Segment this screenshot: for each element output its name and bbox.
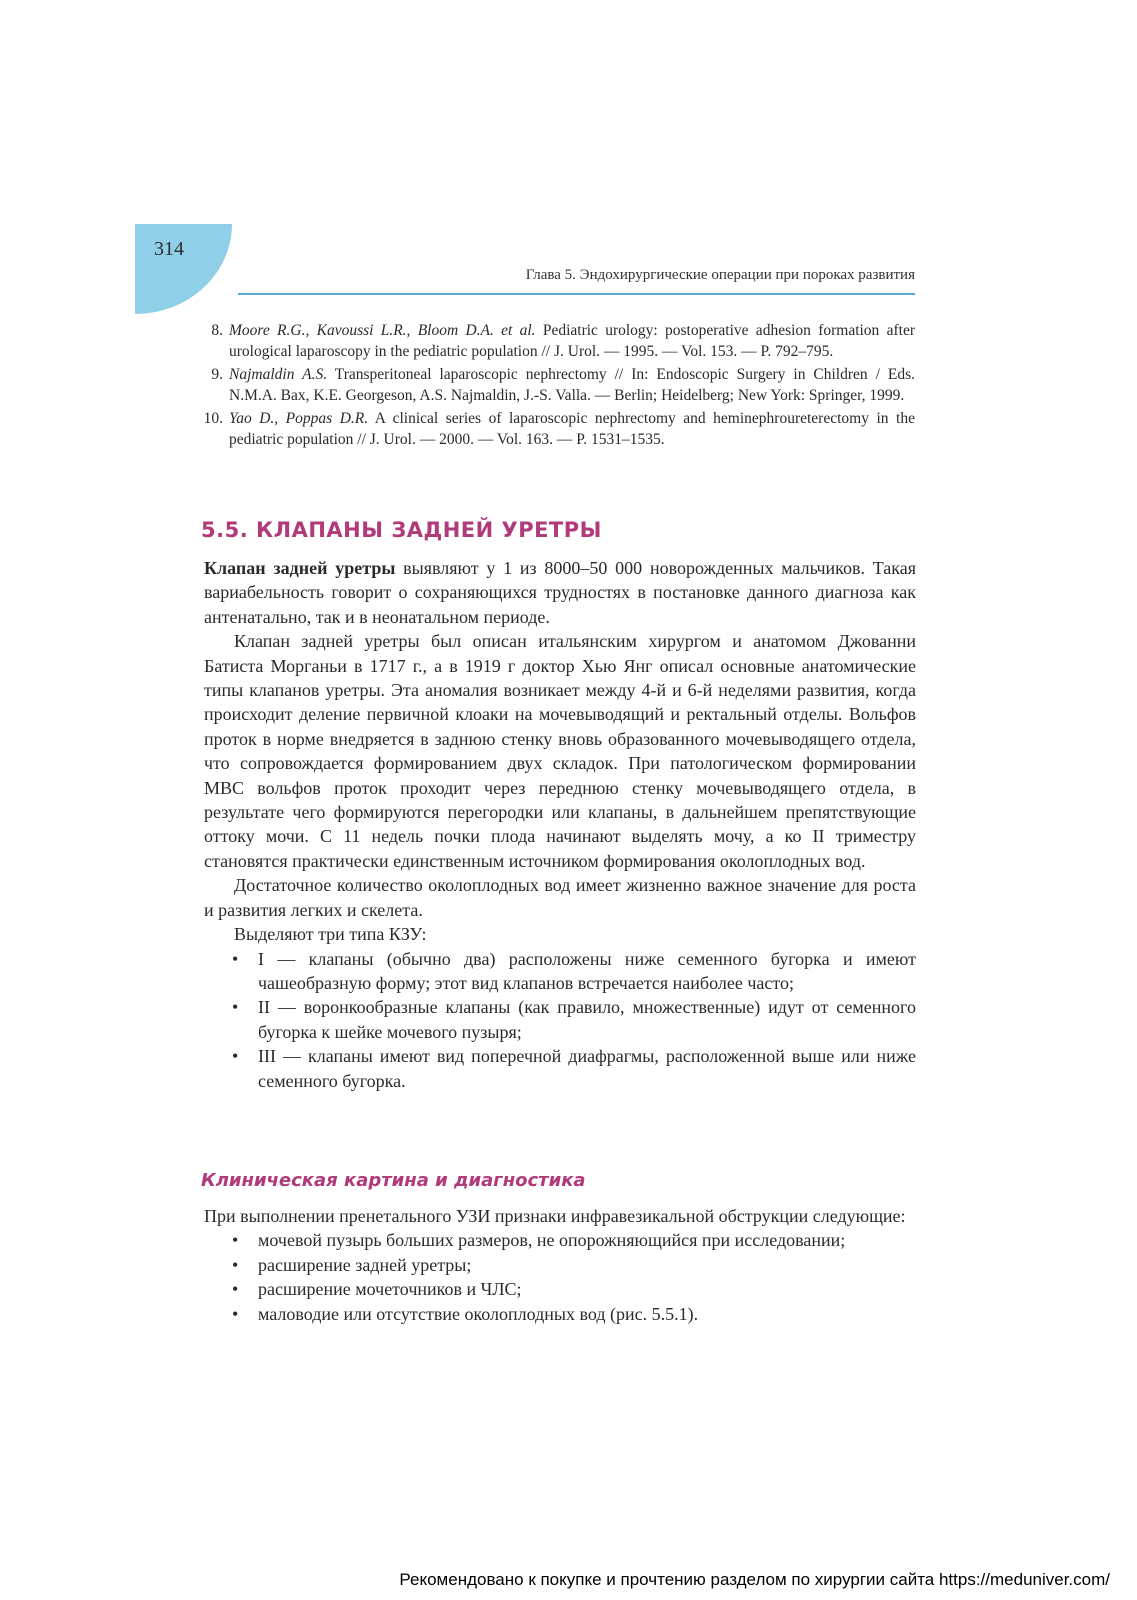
reference-text: Pediatric urology: postoperative adhesion formation after urological laparoscopy in the pediatric population // J. Urol. — 1995. — Vol. 153. — P. 792–795. xyxy=(229,322,915,360)
header-rule xyxy=(238,293,915,295)
paragraph: Клапан задней уретры выявляют у 1 из 8000–50 000 новорожденных мальчиков. Такая вариабельность говорит о сохраняющихся трудностях в постановке данного диагноза как антенатально, так и в неонатальном периоде. xyxy=(204,558,917,627)
section-title: 5.5. КЛАПАНЫ ЗАДНЕЙ УРЕТРЫ xyxy=(201,518,602,542)
valve-types-list xyxy=(204,947,916,1093)
paragraph: При выполнении пренетального УЗИ признаки инфравезикальной обструкции следующие: xyxy=(204,1206,906,1226)
running-head: Глава 5. Эндохирургические операции при пороках развития xyxy=(525,267,915,283)
reference-list xyxy=(195,320,915,452)
reference-item: 9. Najmaldin A.S. Transperitoneal laparoscopic nephrectomy // In: Endoscopic Surgery in Children / Eds. N.M.A. Bax, K.E. Georgeson, A.S. Najmaldin, J.-S. Valla. — Berlin; Heidelberg; New York: Springer, 1999. xyxy=(211,366,915,404)
page-number: 314 xyxy=(154,238,184,260)
list-item: • мочевой пузырь больших размеров, не опорожняющийся при исследовании; xyxy=(204,1228,916,1252)
term-bold: Клапан задней уретры xyxy=(204,558,396,578)
list-item: • расширение мочеточников и ЧЛС; xyxy=(204,1277,916,1301)
reference-item: 8. Moore R.G., Kavoussi L.R., Bloom D.A. et al. Pediatric urology: postoperative adhesion formation after urological laparoscopy in the pediatric population // J. Urol. — 1995. — Vol. 153. — P. 792–795. xyxy=(211,322,915,360)
list-item: • III — клапаны имеют вид поперечной диафрагмы, расположенной выше или ниже семенного бугорка. xyxy=(204,1044,916,1093)
signs-list xyxy=(204,1228,916,1326)
reference-authors: Najmaldin A.S. xyxy=(229,366,328,383)
reference-authors: Moore R.G., Kavoussi L.R., Bloom D.A. et al. xyxy=(229,322,536,339)
subsection-title: Клиническая картина и диагностика xyxy=(201,1170,586,1191)
footer-note: Рекомендовано к покупке и прочтению разделом по хирургии сайта https://meduniver.com/ xyxy=(399,1570,1110,1589)
paragraph: Достаточное количество околоплодных вод имеет жизненно важное значение для роста и развития легких и скелета. xyxy=(204,875,916,920)
list-item: • II — воронкообразные клапаны (как правило, множественные) идут от семенного бугорка к шейке мочевого пузыря; xyxy=(204,995,916,1044)
list-item: • маловодие или отсутствие околоплодных вод (рис. 5.5.1). xyxy=(204,1302,916,1326)
reference-authors: Yao D., Poppas D.R. xyxy=(229,410,369,427)
reference-text: Transperitoneal laparoscopic nephrectomy // In: Endoscopic Surgery in Children / Eds. N.M.A. Bax, K.E. Georgeson, A.S. Najmaldin, J.-S. Valla. — Berlin; Heidelberg; New York: Springer, 1999. xyxy=(229,366,915,404)
list-item: • расширение задней уретры; xyxy=(204,1253,916,1277)
reference-item: 10. Yao D., Poppas D.R. A clinical series of laparoscopic nephrectomy and heminephroureterectomy in the pediatric population // J. Urol. — 2000. — Vol. 163. — P. 1531–1535. xyxy=(203,410,915,448)
subsection-body xyxy=(204,1204,916,1326)
section-body xyxy=(204,556,916,1093)
paragraph: Выделяют три типа КЗУ: xyxy=(234,924,427,945)
reference-text: A clinical series of laparoscopic nephrectomy and heminephroureterectomy in the pediatric population // J. Urol. — 2000. — Vol. 163. — P. 1531–1535. xyxy=(229,410,915,448)
list-item: • I — клапаны (обычно два) расположены ниже семенного бугорка и имеют чашеобразную форму; этот вид клапанов встречается наиболее часто; xyxy=(204,947,916,996)
paragraph: Клапан задней уретры был описан итальянским хирургом и анатомом Джованни Батиста Морганьи в 1717 г., а в 1919 г доктор Хью Янг описал основные анатомические типы клапанов уретры. Эта аномалия возникает между 4-й и 6-й неделями развития, когда происходит деление первичной клоаки на мочевыводящий и ректальный отделы. Вольфов проток в норме внедряется в заднюю стенку вновь образованного мочевыводящего отдела, что сопровождается формированием двух складок. При патологическом формировании МВС вольфов проток проходит через переднюю стенку мочевыводящего отдела, в результате чего формируются перегородки или клапаны, в дальнейшем препятствующие оттоку мочи. С 11 недель почки плода начинают выделять мочу, а ко II триместру становятся практически единственным источником формирования околоплодных вод. xyxy=(204,631,916,871)
